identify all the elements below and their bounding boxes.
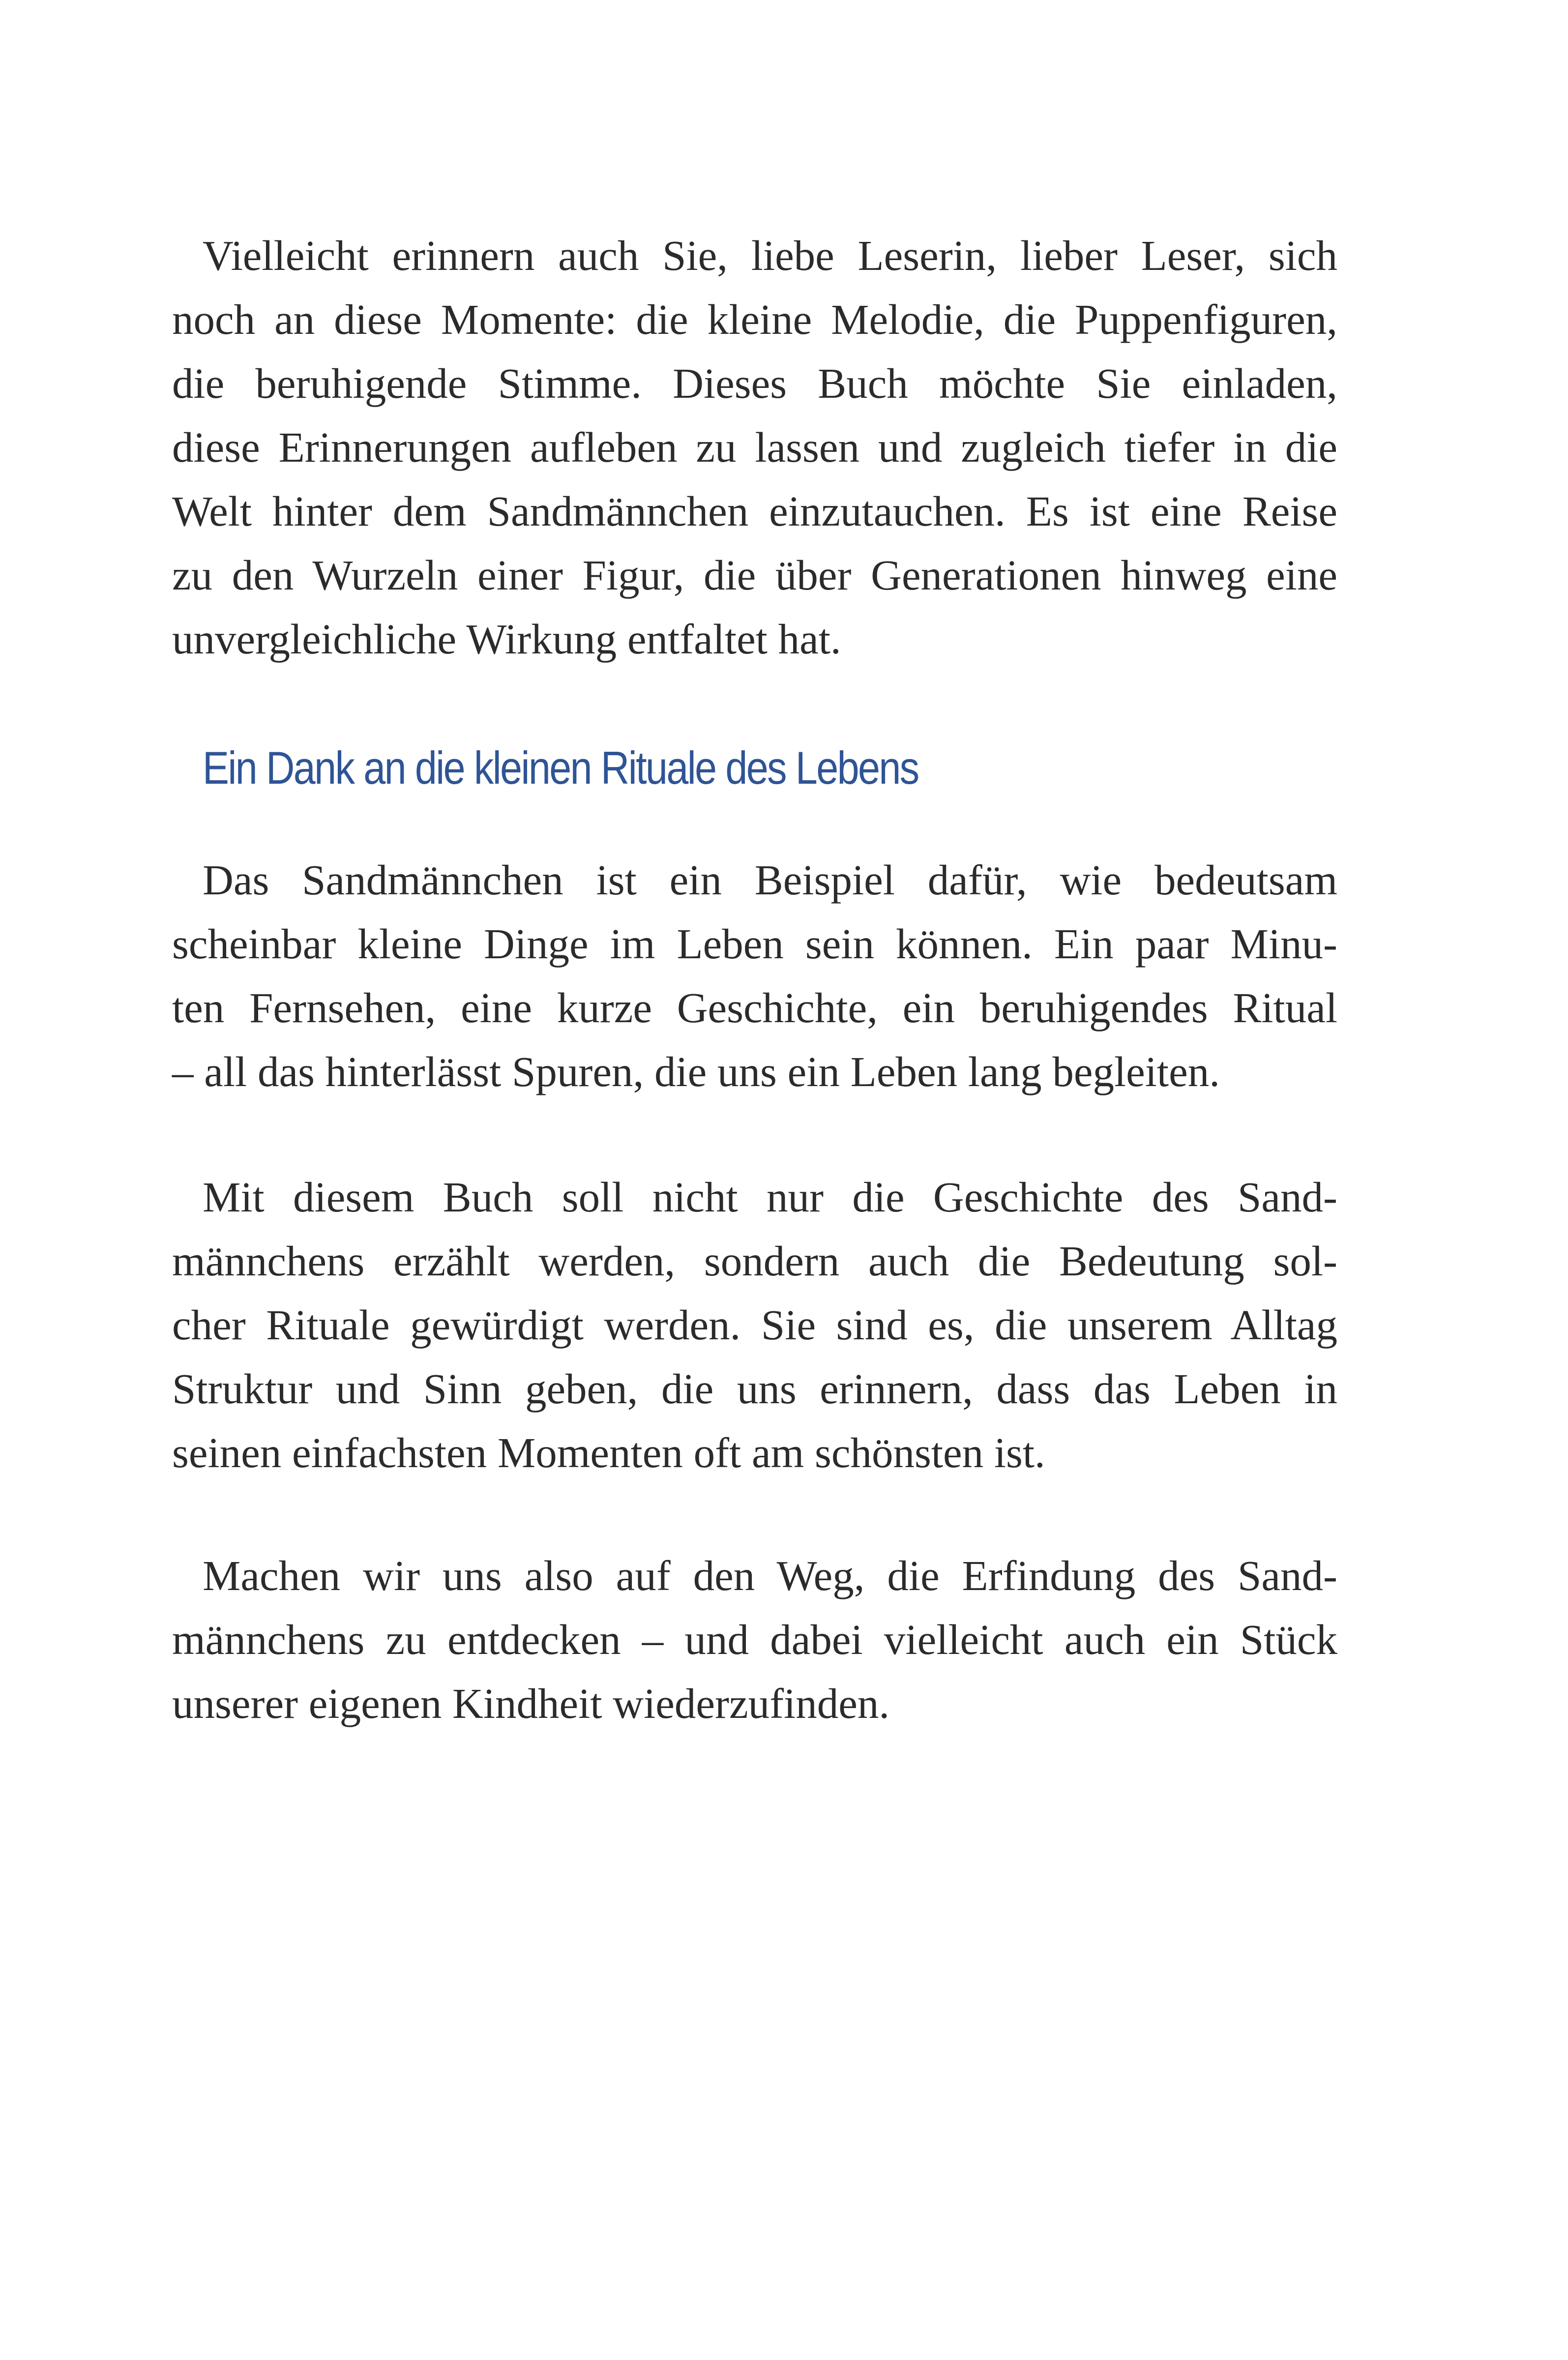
paragraph-line: die beruhigende Stimme. Dieses Buch möchte Sie einladen, bbox=[172, 359, 1337, 407]
paragraph-line: Welt hinter dem Sandmännchen einzutauchen. Es ist eine Reise bbox=[172, 487, 1337, 535]
paragraph-line: diese Erinnerungen aufleben zu lassen und zugleich tiefer in die bbox=[172, 423, 1337, 471]
paragraph-journey bbox=[172, 1544, 1337, 1736]
paragraph-line: Das Sandmännchen ist ein Beispiel dafür, wie bedeutsam bbox=[203, 856, 1337, 904]
paragraph-line: Machen wir uns also auf den Weg, die Erfindung des Sand- bbox=[203, 1552, 1337, 1599]
paragraph-line: Mit diesem Buch soll nicht nur die Geschichte des Sand- bbox=[203, 1173, 1337, 1221]
paragraph-book-purpose bbox=[172, 1165, 1337, 1485]
paragraph-line: Struktur und Sinn geben, die uns erinnern, dass das Leben in bbox=[172, 1365, 1337, 1413]
paragraph-line: seinen einfachsten Momenten oft am schönsten ist. bbox=[172, 1429, 1045, 1476]
paragraph-line: männchens zu entdecken – und dabei vielleicht auch ein Stück bbox=[172, 1616, 1337, 1663]
paragraph-line: ten Fernsehen, eine kurze Geschichte, ein beruhigendes Ritual bbox=[172, 984, 1337, 1032]
paragraph-line: unserer eigenen Kindheit wiederzufinden. bbox=[172, 1680, 890, 1727]
paragraph-line: Vielleicht erinnern auch Sie, liebe Leserin, lieber Leser, sich bbox=[203, 232, 1337, 279]
paragraph-line: zu den Wurzeln einer Figur, die über Generationen hinweg eine bbox=[172, 551, 1337, 599]
paragraph-line: – all das hinterlässt Spuren, die uns ein Leben lang begleiten. bbox=[172, 1048, 1220, 1095]
paragraph-line: cher Rituale gewürdigt werden. Sie sind es, die unserem Alltag bbox=[172, 1301, 1337, 1349]
paragraph-line: noch an diese Momente: die kleine Melodie, die Puppenfiguren, bbox=[172, 295, 1337, 343]
paragraph-line: männchens erzählt werden, sondern auch die Bedeutung sol- bbox=[172, 1237, 1337, 1285]
section-heading: Ein Dank an die kleinen Rituale des Lebens bbox=[203, 742, 918, 794]
paragraph-ritual-example bbox=[172, 848, 1337, 1104]
paragraph-intro bbox=[172, 224, 1337, 671]
paragraph-line: unvergleichliche Wirkung entfaltet hat. bbox=[172, 615, 841, 663]
paragraph-line: scheinbar kleine Dinge im Leben sein können. Ein paar Minu- bbox=[172, 920, 1337, 968]
